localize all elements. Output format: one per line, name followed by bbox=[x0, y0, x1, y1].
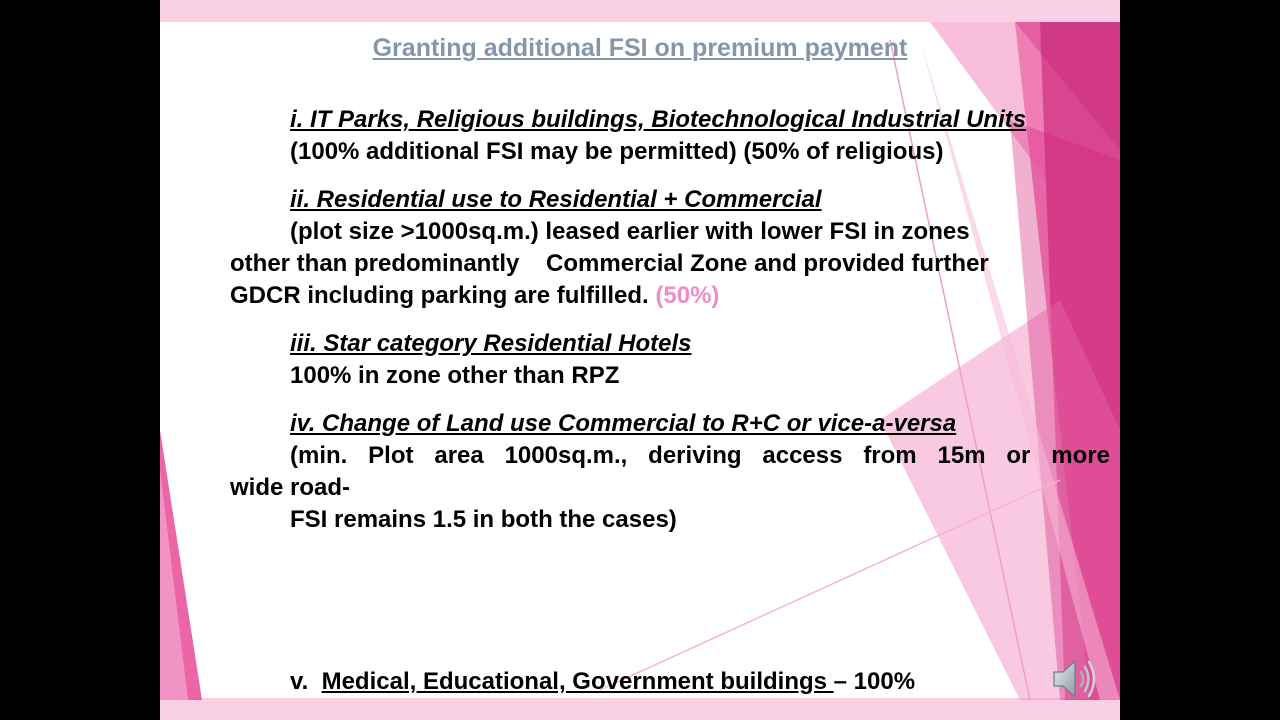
item-5 bbox=[290, 666, 915, 698]
item-1-text: (100% additional FSI may be permitted) (50% of religious) bbox=[290, 138, 944, 165]
item-2-text-line-3-main: GDCR including parking are fulfilled. bbox=[230, 282, 656, 309]
item-4-word: (min. bbox=[290, 442, 348, 469]
item-3-text: 100% in zone other than RPZ bbox=[290, 362, 620, 389]
item-2-text-line-1: (plot size >1000sq.m.) leased earlier with lower FSI in zones bbox=[290, 218, 970, 245]
slide-title: Granting additional FSI on premium payment bbox=[372, 34, 908, 62]
item-1-heading: i. IT Parks, Religious buildings, Biotechnological Industrial Units bbox=[290, 106, 1027, 133]
item-4-text-line-2: wide road- bbox=[230, 474, 351, 501]
item-5-suffix: – 100% bbox=[833, 668, 916, 695]
item-2-highlight: (50%) bbox=[655, 282, 720, 309]
item-4-text-line-3: FSI remains 1.5 in both the cases) bbox=[290, 506, 677, 533]
item-4-word: area bbox=[434, 442, 484, 469]
item-4-word: from bbox=[863, 442, 917, 469]
item-4-word: more bbox=[1051, 442, 1110, 469]
slide bbox=[160, 0, 1120, 720]
item-4-word: access bbox=[762, 442, 843, 469]
item-4-word: 15m bbox=[937, 442, 986, 469]
item-5-prefix: v. bbox=[290, 668, 322, 695]
item-2-text-line-3 bbox=[230, 280, 719, 312]
item-4-word: 1000sq.m., bbox=[504, 442, 628, 469]
item-4-word: Plot bbox=[368, 442, 414, 469]
speaker-icon[interactable] bbox=[1052, 657, 1100, 701]
item-3-heading: iii. Star category Residential Hotels bbox=[290, 330, 692, 357]
item-4-text-line-1 bbox=[290, 440, 1110, 472]
item-2-text-line-2: other than predominantly Commercial Zone and provided further bbox=[230, 250, 989, 277]
item-4-word: or bbox=[1006, 442, 1031, 469]
item-4-word: deriving bbox=[648, 442, 742, 469]
item-4-heading: iv. Change of Land use Commercial to R+C or vice-a-versa bbox=[290, 410, 957, 437]
item-5-heading: Medical, Educational, Government buildings bbox=[321, 668, 834, 695]
item-2-heading: ii. Residential use to Residential + Commercial bbox=[290, 186, 822, 213]
